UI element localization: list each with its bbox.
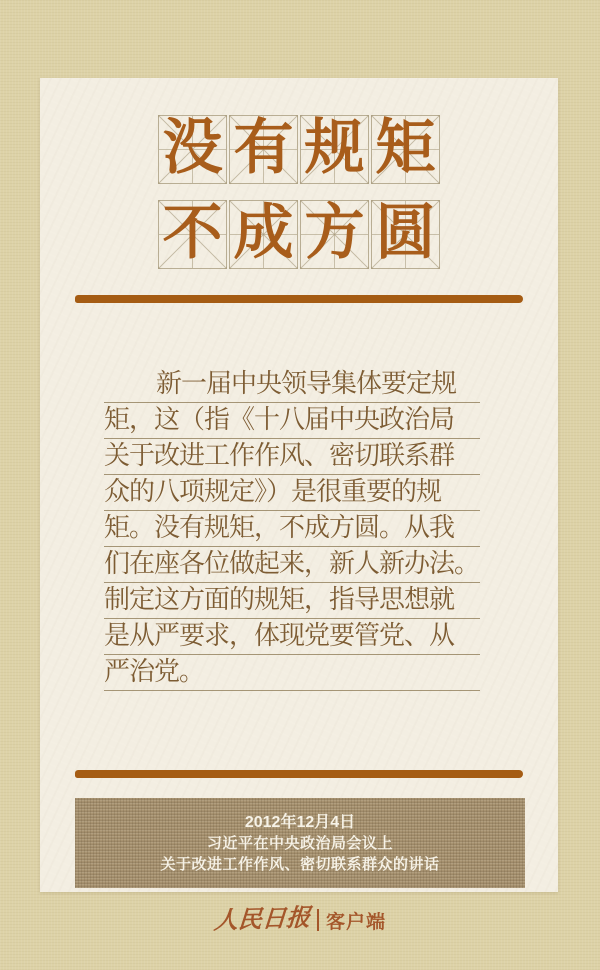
attribution-speaker: 习近平在中央政治局会议上 xyxy=(206,834,393,852)
mizige-box xyxy=(158,200,227,269)
brand-logo xyxy=(0,900,600,940)
mizige-box xyxy=(158,115,227,184)
quote-line: 新一届中央领导集体要定规 xyxy=(104,367,480,403)
brand-divider xyxy=(317,909,319,931)
quote-line: 众的八项规定》）是很重要的规 xyxy=(104,475,480,511)
attribution-date: 2012年12月4日 xyxy=(244,813,356,831)
mizige-box xyxy=(300,200,369,269)
title-character: 有 xyxy=(233,114,294,181)
quote-line: 严治党。 xyxy=(104,655,480,691)
title-row-1 xyxy=(158,115,440,184)
title-character: 不 xyxy=(162,199,223,266)
divider-rule-top xyxy=(75,295,523,303)
quote-line: 是从严要求，体现党要管党、从 xyxy=(104,619,480,655)
quote-line: 关于改进工作作风、密切联系群 xyxy=(104,439,480,475)
quote-body xyxy=(104,367,480,691)
mizige-box xyxy=(300,115,369,184)
mizige-box xyxy=(371,115,440,184)
quote-line: 制定这方面的规矩，指导思想就 xyxy=(104,583,480,619)
title-character: 规 xyxy=(304,114,365,181)
title-character: 成 xyxy=(233,199,294,266)
mizige-box xyxy=(229,115,298,184)
quote-line: 们在座各位做起来，新人新办法。 xyxy=(104,547,480,583)
title-character: 没 xyxy=(162,114,223,181)
poster-title xyxy=(158,115,440,269)
quote-line: 矩，这（指《十八届中央政治局 xyxy=(104,403,480,439)
title-character: 圆 xyxy=(375,199,436,266)
quote-line: 矩。没有规矩，不成方圆。从我 xyxy=(104,511,480,547)
mizige-box xyxy=(229,200,298,269)
peoples-daily-calligraphy-logo: 人民日报 xyxy=(212,905,312,935)
brand-client-label: 客户端 xyxy=(325,911,386,933)
attribution-block xyxy=(75,798,525,888)
paper-card xyxy=(40,78,558,892)
title-character: 矩 xyxy=(375,114,436,181)
mizige-box xyxy=(371,200,440,269)
title-row-2 xyxy=(158,200,440,269)
title-character: 方 xyxy=(304,199,365,266)
attribution-occasion: 关于改进工作作风、密切联系群众的讲话 xyxy=(160,855,440,873)
divider-rule-bottom xyxy=(75,770,523,778)
